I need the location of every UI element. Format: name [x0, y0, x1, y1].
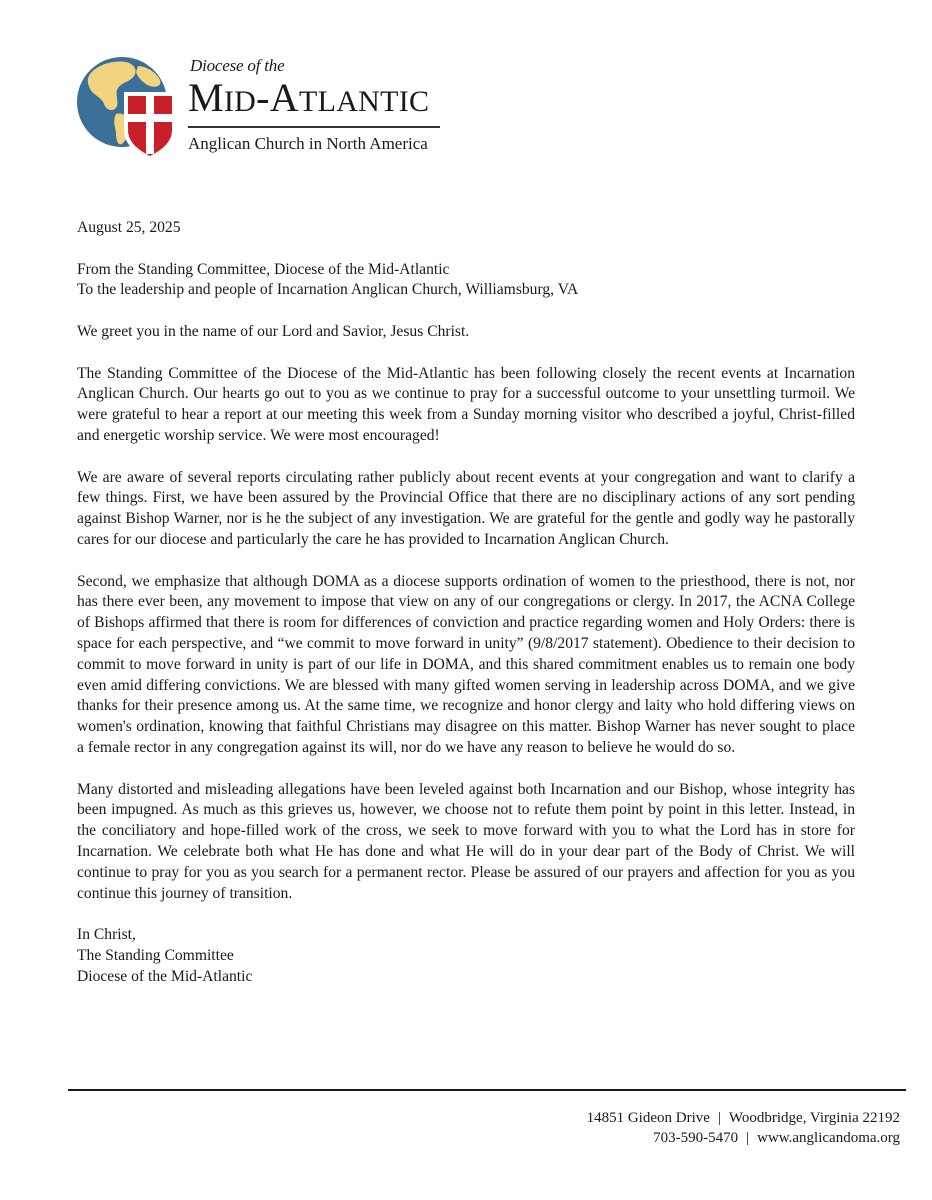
brand-main-line: MID-ATLANTIC	[188, 75, 430, 120]
letterhead	[76, 52, 456, 162]
brand-wordmark	[188, 56, 458, 154]
letter-from: From the Standing Committee, Diocese of the Mid-Atlantic	[77, 260, 450, 278]
footer-city: Woodbridge, Virginia 22192	[728, 1110, 900, 1126]
letter-body	[77, 218, 855, 987]
footer-separator: |	[746, 1130, 750, 1146]
letter-to: To the leadership and people of Incarnation Anglican Church, Williamsburg, VA	[77, 281, 579, 299]
letter-paragraph: We are aware of several reports circulating rather publicly about recent events at your congregation and want to clarify a few things. First, we have been assured by the Provincial Office that there are no disciplinary actions of any sort pending against Bishop Warner, nor is he the subject of any investigation. We are grateful for the gentle and godly way he pastorally cares for our diocese and particularly the care he has provided to Incarnation Anglican Church.	[77, 468, 855, 548]
letter-signature-line-1: The Standing Committee	[77, 946, 234, 964]
letter-date: August 25, 2025	[77, 219, 181, 236]
footer-address-line	[587, 1108, 900, 1128]
letter-paragraph: The Standing Committee of the Diocese of the Mid-Atlantic has been following closely the recent events at Incarnation Anglican Church. Our hearts go out to you as we continue to pray for a successful outcome to your unsettling turmoil. We were grateful to hear a report at our meeting this week from a Sunday morning visitor who described a joyful, Christ-filled and energetic worship service. We were most encouraged!	[77, 364, 855, 444]
brand-top-line: Diocese of the	[190, 56, 285, 75]
letter-signature-line-2: Diocese of the Mid-Atlantic	[77, 967, 253, 985]
diocese-logo-icon	[76, 52, 182, 160]
letter-paragraph: Second, we emphasize that although DOMA as a diocese supports ordination of women to the priesthood, there is not, nor has there ever been, any movement to impose that view on any of our congregations or clergy. In 2017, the ACNA College of Bishops affirmed that there is room for differences of conviction and practice regarding women and Holy Orders: there is space for each perspective, and “we commit to move forward in unity” (9/8/2017 statement). Obedience to their decision to commit to move forward in unity is part of our life in DOMA, and this shared commitment enables us to remain one body even amid differing convictions. We are blessed with many gifted women serving in leadership across DOMA, and we give thanks for their presence among us. At the same time, we recognize and honor clergy and laity who hold differing views on women's ordination, knowing that faithful Christians may disagree on this matter. Bishop Warner has never sought to place a female rector in any congregation against its will, nor do we have any reason to believe he would do so.	[77, 572, 855, 756]
letter-greeting: We greet you in the name of our Lord and Savior, Jesus Christ.	[77, 322, 470, 340]
letter-paragraph: Many distorted and misleading allegations have been leveled against both Incarnation and our Bishop, whose integrity has been impugned. As much as this grieves us, however, we choose not to refute them point by point in this letter. Instead, in the conciliatory and hope-filled work of the cross, we seek to move forward with you to what the Lord has in store for Incarnation. We celebrate both what He has done and what He will do in your dear part of the Body of Christ. We will continue to pray for you as you search for a permanent rector. Please be assured of our prayers and affection for you as you continue this journey of transition.	[77, 780, 855, 902]
footer-contact	[587, 1108, 900, 1148]
footer-contact-line	[587, 1128, 900, 1148]
brand-subtitle: Anglican Church in North America	[188, 133, 428, 153]
footer-phone: 703-590-5470	[653, 1130, 739, 1146]
letter-closing: In Christ,	[77, 926, 136, 944]
footer-divider	[68, 1089, 906, 1091]
footer-street: 14851 Gideon Drive	[586, 1110, 710, 1126]
brand-divider	[188, 126, 440, 128]
footer-website[interactable]: www.anglicandoma.org	[757, 1130, 900, 1146]
footer-separator: |	[717, 1110, 721, 1126]
